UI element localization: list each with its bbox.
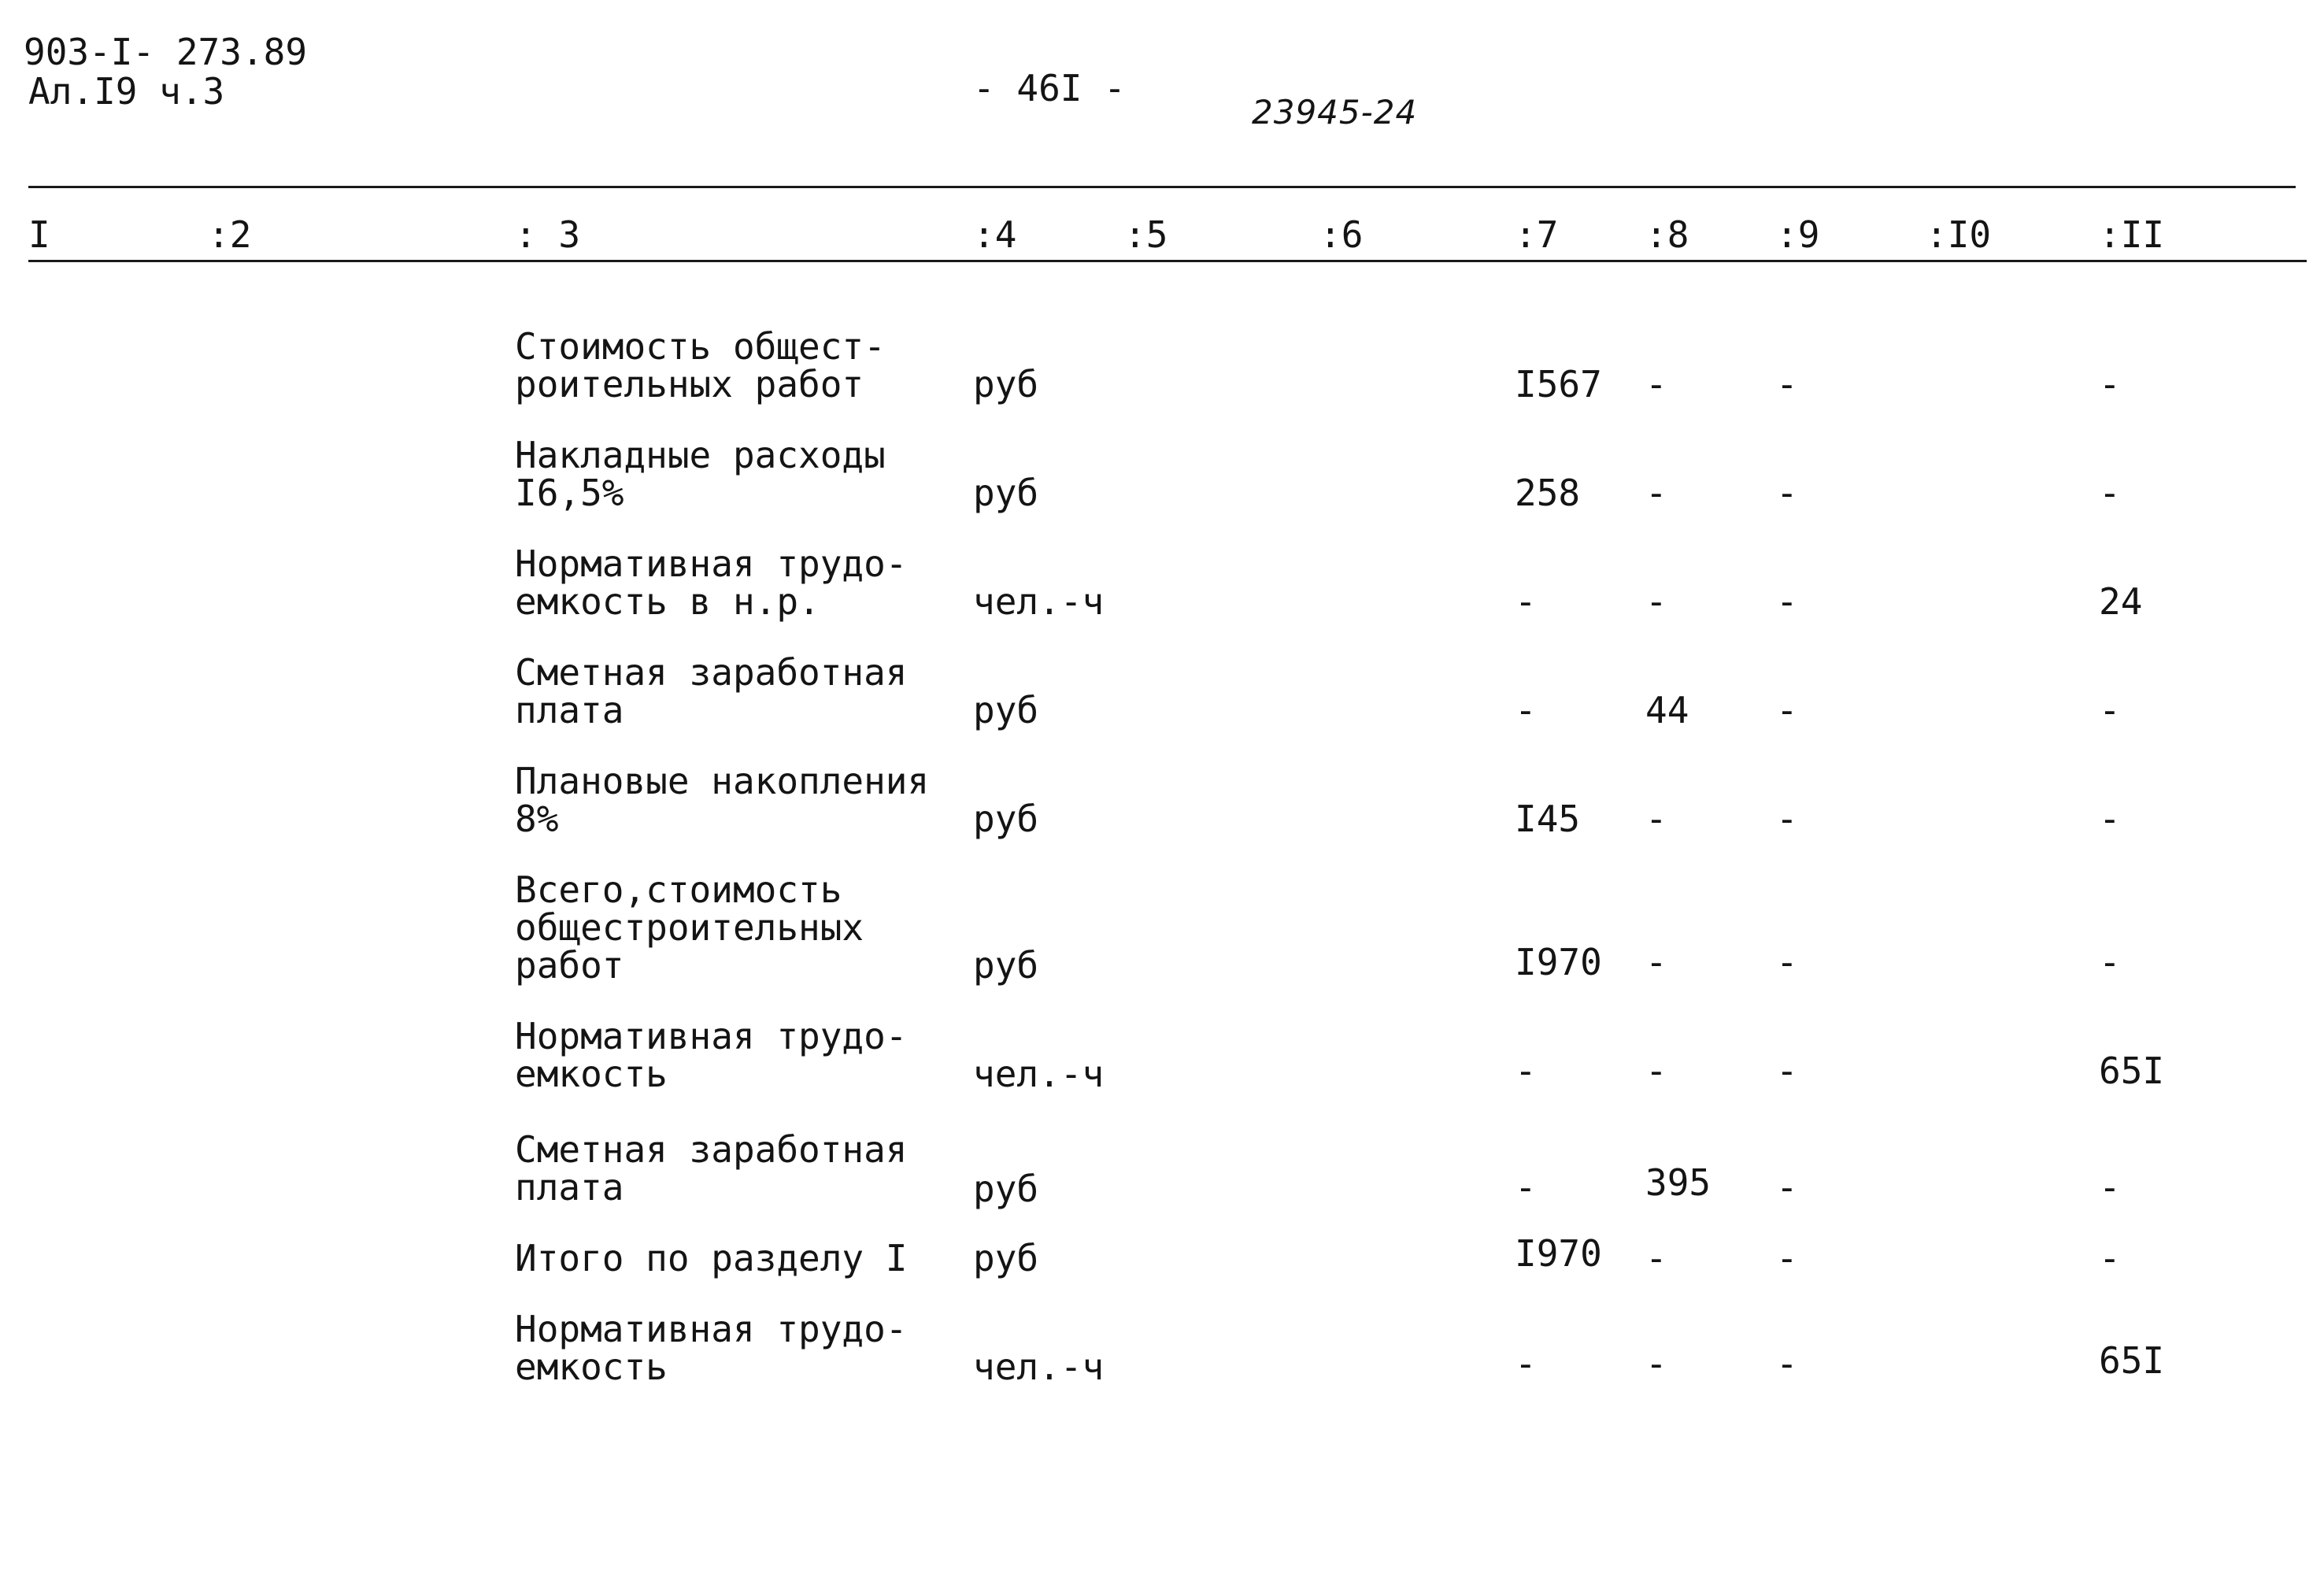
table-row: [0, 1128, 2324, 1235]
row-col7-value: -: [1515, 1166, 1537, 1209]
row-col7-value: -: [1515, 1050, 1537, 1092]
row-description: Нормативная трудо- емкость в н.р.: [515, 542, 908, 623]
row-col7-value: I567: [1515, 363, 1602, 405]
row-col8-value: 44: [1645, 689, 1689, 731]
row-col8-value: -: [1645, 1237, 1667, 1279]
table-row: [0, 436, 2324, 540]
row-col9-value: -: [1776, 580, 1798, 623]
row-unit: руб: [973, 798, 1039, 840]
row-col9-value: -: [1776, 1342, 1798, 1385]
row-description: Нормативная трудо- емкость: [515, 1015, 908, 1095]
row-col8-value: -: [1645, 472, 1667, 514]
row-col9-value: -: [1776, 1166, 1798, 1209]
row-col11-value: -: [2099, 472, 2121, 514]
row-col7-value: 258: [1515, 472, 1581, 514]
row-unit: руб: [973, 944, 1039, 987]
header-top-rule: [28, 186, 2296, 188]
row-col8-value: -: [1645, 1050, 1667, 1092]
table-row: [0, 1310, 2324, 1414]
column-3-header: : 3: [515, 213, 581, 256]
album-reference: Ал.I9 ч.3: [28, 70, 225, 113]
row-col7-value: -: [1515, 1342, 1537, 1385]
table-row: [0, 762, 2324, 866]
table-row: [0, 542, 2324, 649]
row-unit: руб: [973, 1168, 1039, 1210]
row-col11-value: -: [2099, 1166, 2121, 1209]
row-col7-value: I970: [1515, 1232, 1602, 1275]
row-col11-value: -: [2099, 798, 2121, 840]
header-bottom-rule: [28, 260, 2307, 262]
row-col8-value: 395: [1645, 1161, 1712, 1204]
column-8-header: :8: [1645, 213, 1689, 256]
column-11-header: :II: [2099, 213, 2165, 256]
row-col9-value: -: [1776, 1050, 1798, 1092]
table-row: [0, 868, 2324, 1013]
row-col7-value: -: [1515, 580, 1537, 623]
row-description: Сметная заработная плата: [515, 651, 908, 731]
row-unit: чел.-ч: [973, 1053, 1105, 1095]
row-col11-value: 65I: [2099, 1339, 2165, 1382]
row-col11-value: 24: [2099, 580, 2143, 623]
column-4-header: :4: [973, 213, 1017, 256]
table-row: [0, 325, 2324, 431]
row-description: Стоимость общест- роительных работ: [515, 325, 886, 405]
row-col9-value: -: [1776, 363, 1798, 405]
row-col7-value: I970: [1515, 941, 1602, 983]
row-description: Накладные расходы I6,5%: [515, 434, 886, 514]
table-row: [0, 651, 2324, 757]
row-col9-value: -: [1776, 941, 1798, 983]
row-col8-value: -: [1645, 798, 1667, 840]
row-col11-value: 65I: [2099, 1050, 2165, 1092]
row-unit: руб: [973, 363, 1039, 405]
row-col11-value: -: [2099, 689, 2121, 731]
row-col8-value: -: [1645, 363, 1667, 405]
column-6-header: :6: [1319, 213, 1364, 256]
table-row: [0, 1017, 2324, 1121]
row-unit: руб: [973, 1237, 1039, 1279]
page-number: - 46I -: [973, 67, 1126, 109]
row-description: Нормативная трудо- емкость: [515, 1308, 908, 1388]
row-col8-value: -: [1645, 1342, 1667, 1385]
row-col9-value: -: [1776, 472, 1798, 514]
row-unit: руб: [973, 472, 1039, 514]
row-description: Плановые накопления 8%: [515, 760, 930, 840]
column-5-header: :5: [1124, 213, 1168, 256]
row-description: Итого по разделу I: [515, 1237, 908, 1279]
inventory-stamp-number: 23945-24: [1252, 93, 1418, 131]
column-1-header: I: [28, 213, 50, 256]
row-col9-value: -: [1776, 798, 1798, 840]
document-code: 903-I- 273.89: [24, 31, 308, 73]
column-2-header: :2: [208, 213, 252, 256]
row-unit: чел.-ч: [973, 580, 1105, 623]
row-col7-value: I45: [1515, 798, 1581, 840]
row-col8-value: -: [1645, 941, 1667, 983]
row-unit: руб: [973, 689, 1039, 731]
row-description: Всего,стоимость общестроительных работ: [515, 868, 864, 987]
row-col11-value: -: [2099, 1237, 2121, 1279]
column-10-header: :I0: [1926, 213, 1992, 256]
column-7-header: :7: [1515, 213, 1559, 256]
row-col11-value: -: [2099, 941, 2121, 983]
column-9-header: :9: [1776, 213, 1820, 256]
row-col8-value: -: [1645, 580, 1667, 623]
row-col9-value: -: [1776, 1237, 1798, 1279]
row-description: Сметная заработная плата: [515, 1128, 908, 1209]
row-col9-value: -: [1776, 689, 1798, 731]
row-unit: чел.-ч: [973, 1346, 1105, 1388]
row-col7-value: -: [1515, 689, 1537, 731]
row-col11-value: -: [2099, 363, 2121, 405]
